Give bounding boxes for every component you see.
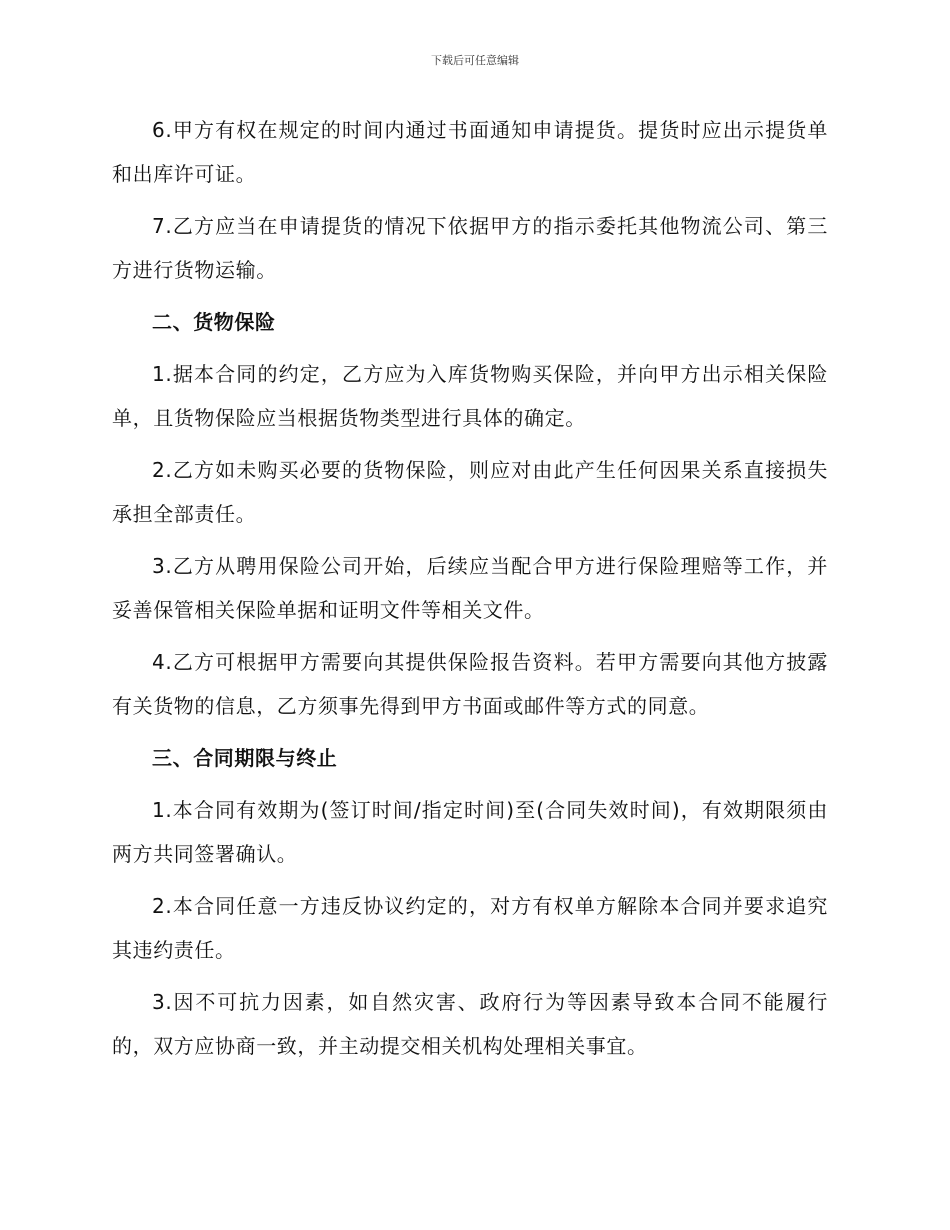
clause-3-2: 2.本合同任意一方违反协议约定的，对方有权单方解除本合同并要求追究其违约责任。 bbox=[112, 894, 828, 962]
section-heading-insurance: 二、货物保险 bbox=[152, 310, 276, 334]
clause-3-3: 3.因不可抗力因素，如自然灾害、政府行为等因素导致本合同不能履行的，双方应协商一致，并主动提交相关机构处理相关事宜。 bbox=[112, 990, 828, 1058]
clause-2-2: 2.乙方如未购买必要的货物保险，则应对由此产生任何因果关系直接损失承担全部责任。 bbox=[112, 458, 828, 526]
section-heading-term: 三、合同期限与终止 bbox=[152, 746, 338, 770]
clause-2-3: 3.乙方从聘用保险公司开始，后续应当配合甲方进行保险理赔等工作，并妥善保管相关保险单据和证明文件等相关文件。 bbox=[112, 554, 828, 622]
clause-3-1: 1.本合同有效期为(签订时间/指定时间)至(合同失效时间)，有效期限须由两方共同签署确认。 bbox=[112, 798, 828, 866]
clause-2-4: 4.乙方可根据甲方需要向其提供保险报告资料。若甲方需要向其他方披露有关货物的信息，乙方须事先得到甲方书面或邮件等方式的同意。 bbox=[112, 650, 828, 718]
clause-1-6: 6.甲方有权在规定的时间内通过书面通知申请提货。提货时应出示提货单和出库许可证。 bbox=[112, 118, 828, 186]
document-body bbox=[112, 108, 828, 1076]
page-header: 下载后可任意编辑 bbox=[431, 54, 519, 67]
clause-2-1: 1.据本合同的约定，乙方应为入库货物购买保险，并向甲方出示相关保险单，且货物保险应当根据货物类型进行具体的确定。 bbox=[112, 362, 828, 430]
clause-1-7: 7.乙方应当在申请提货的情况下依据甲方的指示委托其他物流公司、第三方进行货物运输。 bbox=[112, 214, 828, 282]
